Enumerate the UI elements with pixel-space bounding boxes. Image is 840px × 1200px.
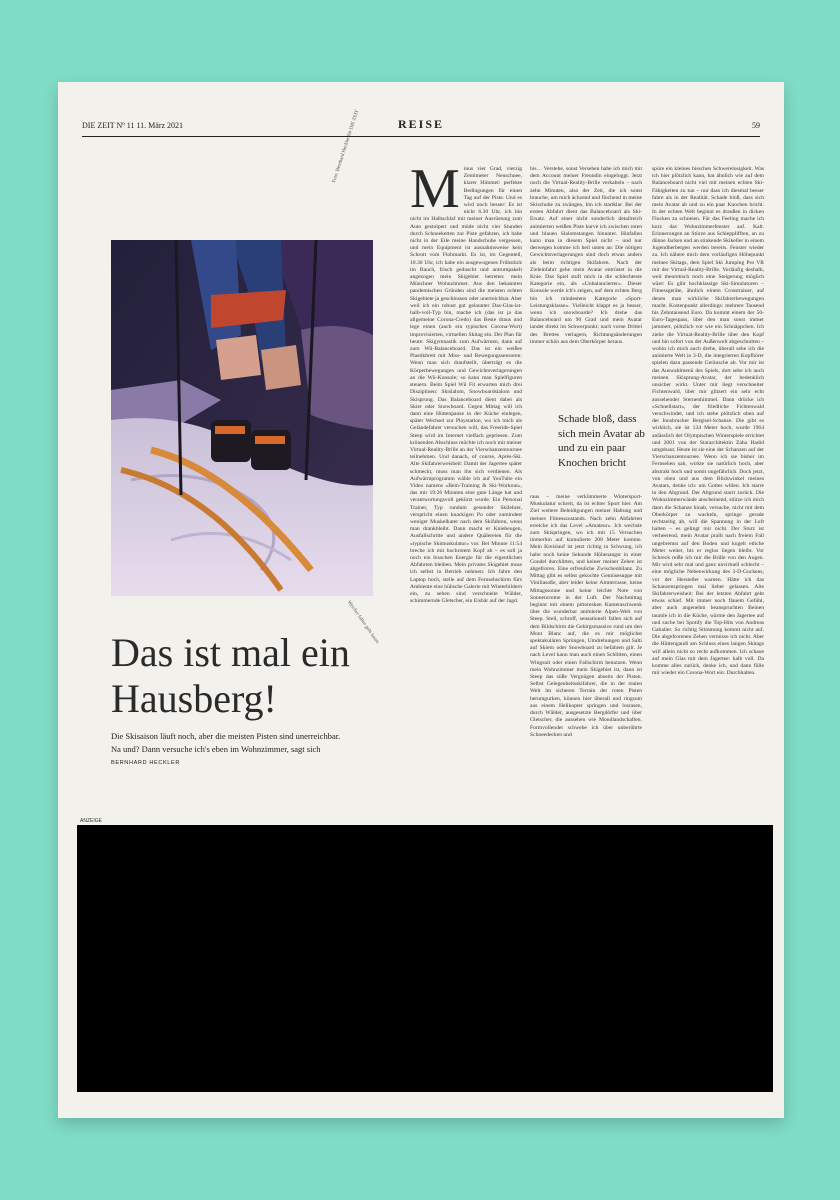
photo-credit: Foto: Bernhard Heckler für DIE ZEIT xyxy=(332,109,361,184)
column-2-text-bottom: raus – meine verkümmerte Wintersport-Muskulatur schreit, da ist echter Sport hier. Am Ziel weitere Beleidigungen meiner Haltung und meines Fitnesszustands. Nach zehn Abfahrten erreiche ich das Level »Amateur«. Ich wechsle zum Skispringen, wo ich mit 15 Versuchen immerhin auf kumulierte 208 Meter komme. Mein Kreislauf ist jetzt richtig in Schwung, ich habe noch keine Sekunde Höhenangst in einer Gondel durchlitten, und keiner meiner Zehen ist abgefroren. Eine erfreuliche Zwischenbilanz. Zu Mittag gibt es selbst gekochte Gemüsesuppe mit Vinillasoße, aber leider keine Almterrasse, keine Mittagssonne und keine leichte Note von Sonnencreme in der Luft. Der Nachmittag beginnt mit einem pittoresken Kameraschwenk über die wunderbar animierte Alpen-Welt von Steep. Steil, schroff, sensationell fallen sich auf dem Bildschirm die Gebirgsmassive rund um den Mont Blanc auf, die es mir möglichst spektakulären Sprüngen, Umdrehungen und Salti auf Skiern oder Snowboard zu befahren gilt. Je nach Level kann man auch einen Schlitten, einen Wingsuit oder einen Fallschirm benutzen. Wenn mein Wohnzimmer mein Skigebiet ist, dann ist Steep das süße Vergnügen abseits der Pisten. Selbst Gelegenheitsskifahrer, die in der realen Welt im sicheren Terrain der roten Pisten herumgurken, können hier überall und ringsum aus einem Helikopter springen und losrasen, durch Wälder, ausgesetzte Bergdörfer und über Gletscher, die aussehen wie Mondlandschaften. Formvollendet schwebe ich über unberührte Schneedecken und xyxy=(530,494,642,738)
column-2-text-top: bis… Verstehe, sonst Versehen habe ich mich mit dem Account meiner Freundin eingeloggt. Jetzt noch die Virtual-Reality-Brille verkabeln – nach zehn Minuten, also der Zeit, die ich sonst brauche, um mich ächzend und fluchend in meine Skischuhe zu zwängen, bin ich startklar. Bei der ersten Abfahrt dient das Balanceboard als Ski-Ersatz. Auf einer nicht sonderlich detailreich animierten weißen Piste kurve ich zwischen roten und blauen Slalomstangen hinunter. Hinfallen kann man in diesem Spiel nicht – und nur deswegen komme ich heil unten an: Die nötigen Gewichtsverlagerungen sind doch etwas anders als beim richtigen Skifahren. Nach der Zieleinfahrt gehe mein Avatar entrüstet in die Knie. Das Spiel stuft mich in die schlechteste Kategorie ein, als »Unbalancierter«. Dieser Konsole werde ich's zeigen, auf dem echten Berg bin ich mindestens Kategorie »Sport-Leistungsklasse«. Vielleicht klappt es ja besser, wenn ich snowboarde? Ich drehe das Balanceboard um 90 Grad und mein Avatar landet direkt im Schwerpunkt; nach vorne Drittel des Brettes verlagern, Richtungsänderungen immer schön aus dem Oberkörper heraus. xyxy=(530,166,642,345)
article-deck xyxy=(111,730,351,770)
article-column-3 xyxy=(652,166,764,826)
advertisement-block xyxy=(77,825,773,1092)
masthead-date: DIE ZEIT Nº 11 11. März 2021 xyxy=(82,121,184,130)
article-column-2 xyxy=(530,166,642,826)
pull-quote: Schade bloß, dass sich mein Avatar ab und zu ein paar Knochen bricht xyxy=(558,413,645,469)
article-photo xyxy=(111,240,373,596)
article-column-1 xyxy=(410,166,522,826)
drop-cap: M xyxy=(410,166,460,220)
byline: BERNHARD HECKLER xyxy=(111,760,180,766)
section-title: REISE xyxy=(397,117,445,131)
ad-label: ANZEIGE xyxy=(80,818,102,824)
photo-caption: Weicher fallen geht kaum xyxy=(345,600,380,645)
skier-on-bed-illustration xyxy=(111,240,373,596)
newspaper-page xyxy=(58,82,784,1118)
article-headline: Das ist mal ein Hausberg! xyxy=(111,630,350,721)
column-3-text: spüre ein kleines bisschen Schwerelosigkeit. Was ich hier plötzlich kann, hat ähnlich wie auf dem Balanceboard nicht viel mit meinen echten Ski-Fähigkeiten zu tun – nur dass ich diesmal besser fahre als in der Realität. Schade bloß, dass sich mein Avatar ab und zu ein paar Knochen bricht. In der echten Welt beginnt es draußen in dicken Flocken zu schneien. Für das Feeling mache ich kurz das Wohnzimmerfenster auf. Kalt. Erinnerungen an Stürze aus Schlepplifften, an zu dünne Jacken und an stinkende Skikeller in einem Jugendherbergen werden bereits. Fenster wieder zu. Ich nähere mich dem vorläufigen Höhepunkt meines Skitags, dem Spiel Ski Jumping Pro VR mit der Virtual-Reality-Brille. Vorläufig deshalb, weil theoretisch noch eine Steigerung möglich wäre: Es gibt hochklassige Ski-Simulatoren – Fitnessgeräte, ähnlich einem Crosstrainer, auf denen man wirkliche Skifahrerbewegungen macht. Kostenpunkt allerdings: mehrere Tausend bis Zehntausend Euro. Da kommt einem der 50-Euro-Tagespass, über den man sonst immer jammert, plötzlich vor wie ein Schnäppchen. Ich ziehe die Virtual-Reality-Brille über den Kopf und bin sofort von der Außenwelt abgeschnitten – wohin ich mich auch drehe, überall sehe ich die animierte Welt in 3-D, die integrierten Kopfhörer spielen dazu passende Geräusche ab. Vor mir ist das Auswahlmenü des Spiels, dort sehe ich auch meinen Skisprung-Avatar, der bedenklich unsicher wirkt. Unter mir liegt verschneiter Fichtenwald, über mir glitzert ein sehr echt aussehender Sternenhimmel. Dann drücke ich »Schnellstart«, der friedliche Fichtenwald verschwindet, und ich stehe plötzlich oben auf der Innsbrucker Bergisel-Schanze. Die gibt es wirklich, sie ist 134 Meter hoch, wurde 1964 anlässlich der Olympischen Winterspiele errichtet und 2001 von der Stararchitektin Zaha Hadid umgebaut. Heute ist sie eine der Schanzen auf der Vierschanzentournee. Wenn ich sie bisher im Fernsehen sah, wirkte sie natürlich hoch, aber abstrakt hoch und somit ungefährlich. Doch jetzt, von oben und aus dem Blickwinkel meines Avatars, denke ich: um Gottes willen. Ich starre in den Abgrund. Der Abgrund starrt zurück. Die Wohnzimmerwände anscheinend, stürze ich mich dann die Schanze hinab, versuche, nicht mit dem Oberkörper zu wackeln, springe gerade rechtzeitig ab, will die Spannung in der Luft halten – es gelingt mir nicht. Der Sturz ist verheerend, mein Avatar prallt nach freiem Fall ungebremst auf den Boden und kugelt etliche Meter weiter, bis er reglos liegen bleibt. Vor Schreck reiße ich mir die Brille von den Augen. Mir wird sehr mal und ganz unvirtuell schlecht – eine mögliche Nebenwirkung des 3-D-Guckens, vor der Hersteller warnen. Hätte ich das Schanzenspringen mal lieber gelassen. Alte Skifahrerweisheit: Bei der letzten Abfahrt geht etwas schief. Mit immer noch flauem Gefühl, aber auch angenehm beanspruchten Beinen taumle ich in die Küche, wärme den Jagertee auf und suche bei Spotify die Top-Hits von Andreas Gabalier. So richtig Stimmung kommt nicht auf. Die abgefrorenen Zehen vermisse ich nicht. Aber die Hüttengaudi am Schluss eines langen Skitags will allein nicht so recht aufkommen. Ich schaue auf mein Glas mit dem Jagertee: halb voll. Da komme alles zurück, denke ich, und dann fülle mir wieder ein Corona-Wort ein: Durchhalten. xyxy=(652,166,764,677)
deck-text: Die Skisaison läuft noch, aber die meisten Pisten sind unerreichbar. Na und? Dann versuche ich's eben im Wohnzimmer, sagt sich xyxy=(111,731,341,754)
column-1-text: inus vier Grad, vierzig Zentimeter Neuschnee, klarer Himmel: perfekte Bedingungen für einen Tag auf der Piste. Und es wird noch besser: Es ist nicht 6.30 Uhr, ich bin nicht im Halbschlaf mit meiner Ausrüstung zum Auto gestolpert und müde nicht vier Stunden durch Schneeketten zur Piste gefahren, ich habe nicht in der Eile meine Handschuhe vergessen, und mein Equipment ist ausnahmsweise kein Schrott vom Flohmarkt. Es ist, im Gegenteil, 10.30 Uhr, ich habe ein ausgewogenes Frühstück im Bauch, frisch geduscht und antrumpakelt angezogen mein Skigebiet betreten: mein Münchner Wohnzimmer. Aus den bekannten pandemischen Gründen sind die meisten echten Skigebiete ja geschlossen oder unerreichbar. Aber weil ich ein robust gut gelaunter Das-Glas-ist-halb-voll-Typ bin, mache ich (das ist ja das allgemeine Corona-Credo) das Beste draus und lege einen (auch ein typisches Corona-Wort) improvisierten, virtuellen Skitag ein. Der Plan für heute: Skigymnastik zum Aufwärmen, dann auf zum Wii-Balanceboard. Das ist ein weißes Plastikbrett mit Miss- und Bewegungssensoren: Wenn man sich draufstellt, überträgt es die Körperbewegungen und Gewichtsverlagerungen an die Wii-Konsole; so kann man Spielfiguren steuern. Beim Spiel Wii Fit erwarten mich drei Disziplinen: Skislalom, Snowboardslalom und Skisprung. Das Balanceboard dient dabei als Skier oder Snowboard. Gegen Mittag will ich dann eine Hüttenpause in der Küche einlegen, später Wechsel zur Playstation, wo ich mich als Geländefahrer versuchen will, das Freeride-Spiel Steep wird im Internet vielfach gepriesen. Zum krönenden Abschluss möchte ich noch mit meiner Virtual-Reality-Brille an der Vierschanzentournee teilnehmen. Und danach, of course, Après-Ski. Alte Skifahrerweisheit: Damit der Jagertee später schmeckt, muss man ihn sich verdienen. Als Aufwärmprogramm wähle ich auf YouTube ein Video namens »Bein-Training & Ski-Workout«, das mir 19:26 Minuten eine gute Länge hat und verantwortungsvoll gekürzt wurde. Ein Personal Trainer, Typ rundum gesunder Skilehrer, verspricht einen knackigen Po oder zumindest weniger Muskelkater nach dem Skifahren, wenn man drankbleibt. Dann macht er Kniebeugen, Ausfallschritte und andere Quälereien für die »typische Skimuskulatur« vor. Bei Minute 11:54 breche ich mit hochrotem Kopf ab – es soll ja noch ein bisschen Energie für die eigentlichen Abfahrten bleiben. Mein privates Skigebiet muss ich selbst in Betrieb nehmen: Ich fahre den Laptop hoch, stelle auf dem Fernsehschirm fürs Ambiente eine hübsche Galerie mit Winterbildern ein, zu sehen sind verschneite Wälder, schimmernde Gletscher, ein Eisbär auf der Jagd. xyxy=(410,166,522,605)
page-number: 59 xyxy=(752,121,760,130)
masthead xyxy=(82,118,760,137)
